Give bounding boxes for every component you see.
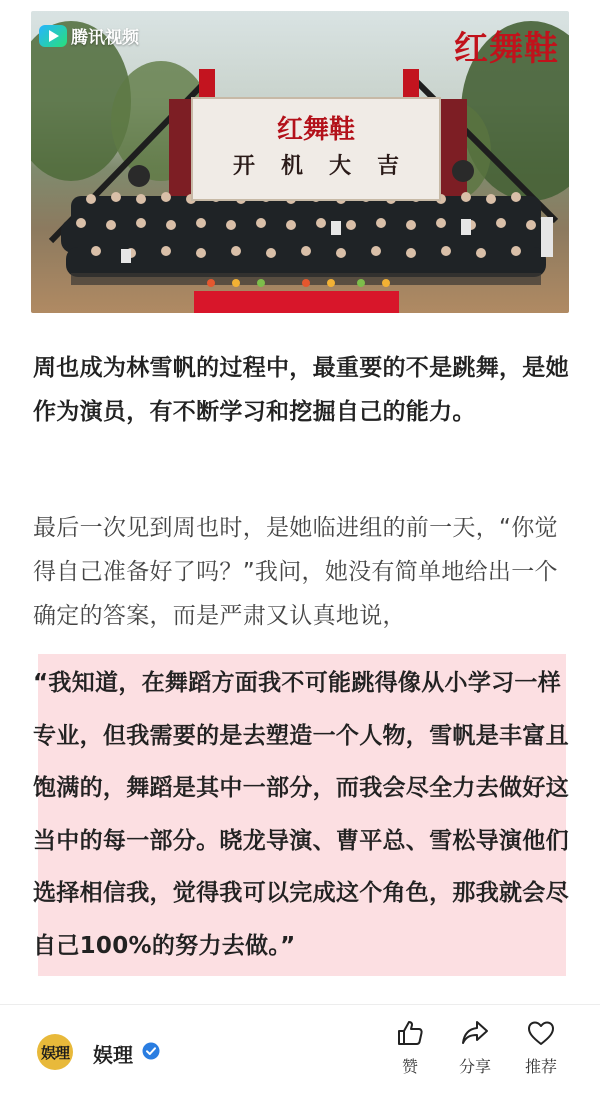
article-paragraph-1: 周也成为林雪帆的过程中，最重要的不是跳舞，是她作为演员，有不断学习和挖掘自己的能力。 [33, 355, 569, 425]
like-button[interactable] [380, 1018, 440, 1077]
article-paragraph-2: 最后一次见到周也时，是她临进组的前一天，“你觉得自己准备好了吗？”我问，她没有简单地给出一个确定的答案，而是严肃又认真地说， [33, 515, 558, 629]
article-quote: “我知道，在舞蹈方面我不可能跳得像从小学习一样专业，但我需要的是去塑造一个人物，雪帆是丰富且饱满的，舞蹈是其中一部分，而我会尽全力去做好这当中的每一部分。晓龙导演、曹平总、雪松导演他们选择相信我，觉得我可以完成这个角色，那我就会尽自己100%的努力去做。” [33, 670, 569, 959]
bottom-bar-divider [0, 1004, 600, 1005]
watermark-text: 腾讯视频 [71, 28, 139, 48]
account-avatar[interactable] [37, 1034, 73, 1070]
thumbs-up-icon [395, 1018, 425, 1048]
like-label: 赞 [401, 1057, 418, 1076]
red-table [194, 291, 399, 313]
tencent-video-watermark [39, 23, 139, 48]
share-button[interactable] [445, 1018, 505, 1077]
share-arrow-icon [460, 1018, 490, 1048]
article-photo[interactable] [31, 11, 569, 313]
verified-badge-icon [142, 1042, 160, 1060]
banner-subtitle: 开机大吉 [232, 153, 425, 179]
recommend-label: 推荐 [524, 1057, 557, 1076]
avatar-text: 娱理 [40, 1044, 69, 1062]
drama-title-logo: 红舞鞋 [454, 29, 559, 69]
share-label: 分享 [458, 1057, 491, 1076]
ceremony-banner [191, 97, 441, 201]
banner-title: 红舞鞋 [276, 115, 355, 145]
recommend-button[interactable] [511, 1018, 571, 1077]
account-name[interactable]: 娱理 [93, 1043, 133, 1067]
heart-icon [526, 1018, 556, 1048]
tencent-video-logo-icon [39, 25, 67, 47]
